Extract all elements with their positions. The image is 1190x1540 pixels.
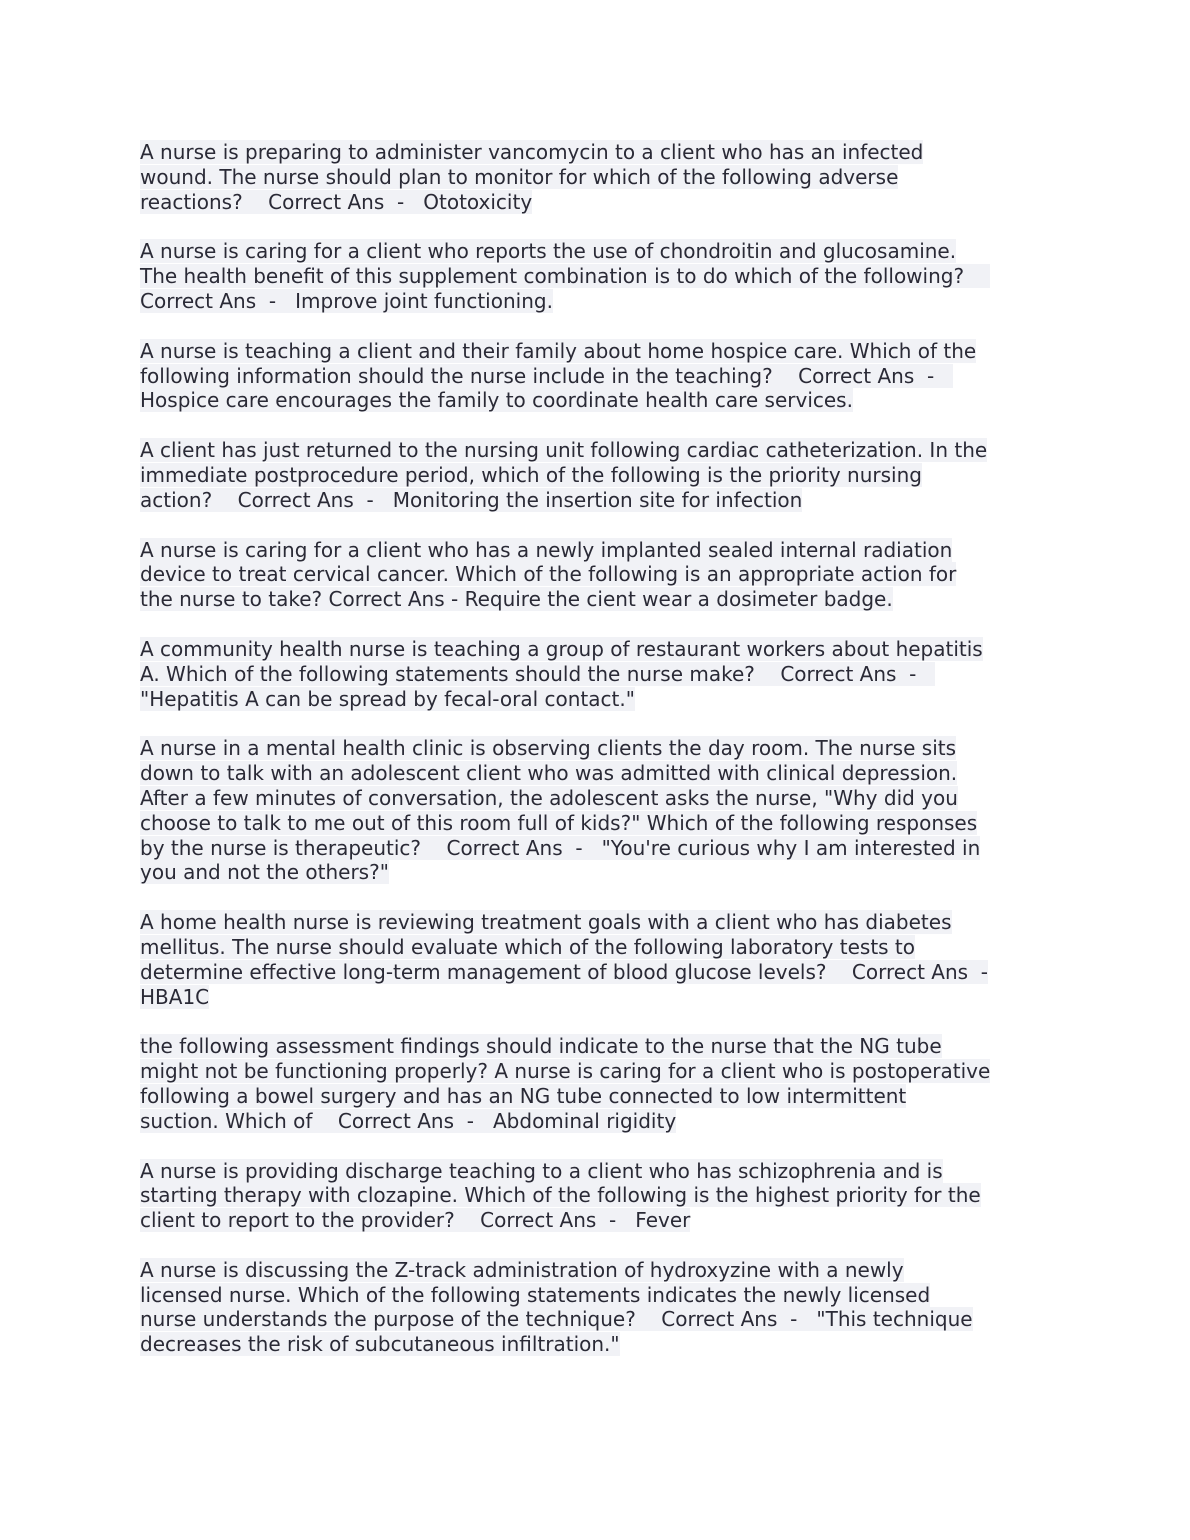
qa-line: following a bowel surgery and has an NG tube connected to low intermittent (140, 1083, 907, 1108)
qa-line: A nurse is teaching a client and their family about home hospice care. Which of the (140, 338, 977, 363)
qa-line: Correct Ans - Improve joint functioning. (140, 288, 553, 313)
qa-item-10 (140, 1159, 1050, 1233)
qa-line: the following assessment findings should indicate to the nurse that the NG tube (140, 1034, 942, 1059)
qa-item-9 (140, 1034, 1050, 1133)
qa-line: nurse understands the purpose of the technique? Correct Ans - "This technique (140, 1307, 973, 1332)
qa-line: wound. The nurse should plan to monitor for which of the following adverse (140, 164, 899, 189)
qa-line: A nurse is discussing the Z-track administration of hydroxyzine with a newly (140, 1257, 904, 1282)
qa-line: After a few minutes of conversation, the adolescent asks the nurse, "Why did you (140, 785, 958, 810)
qa-line: determine effective long-term management of blood glucose levels? Correct Ans - (140, 959, 988, 984)
qa-line: A home health nurse is reviewing treatment goals with a client who has diabetes (140, 910, 952, 935)
qa-line: decreases the risk of subcutaneous infiltration." (140, 1332, 620, 1357)
qa-item-1 (140, 140, 1050, 214)
qa-line: A. Which of the following statements should the nurse make? Correct Ans - (140, 661, 936, 686)
qa-line: might not be functioning properly? A nurse is caring for a client who is postoperative (140, 1059, 991, 1084)
qa-line: you and not the others?" (140, 860, 389, 885)
qa-line: the nurse to take? Correct Ans - Require the cient wear a dosimeter badge. (140, 587, 893, 612)
qa-line: mellitus. The nurse should evaluate which of the following laboratory tests to (140, 934, 916, 959)
qa-item-8 (140, 910, 1050, 1009)
qa-item-6 (140, 637, 1050, 711)
qa-line: A nurse is preparing to administer vancomycin to a client who has an infected (140, 140, 924, 164)
qa-line: starting therapy with clozapine. Which of the following is the highest priority for the (140, 1183, 981, 1208)
qa-item-2 (140, 239, 1050, 313)
qa-line: A nurse is caring for a client who has a newly implanted sealed internal radiation (140, 537, 953, 562)
qa-line: suction. Which of Correct Ans - Abdominal rigidity (140, 1108, 677, 1133)
qa-line: action? Correct Ans - Monitoring the insertion site for infection (140, 487, 803, 512)
qa-line: "Hepatitis A can be spread by fecal-oral contact." (140, 686, 635, 711)
document-page (140, 140, 1050, 1382)
qa-line: choose to talk to me out of this room full of kids?" Which of the following responses (140, 810, 978, 835)
qa-line: A nurse is caring for a client who reports the use of chondroitin and glucosamine. (140, 239, 957, 264)
qa-line: down to talk with an adolescent client who was admitted with clinical depression. (140, 761, 958, 786)
qa-item-3 (140, 339, 1050, 413)
qa-line: by the nurse is therapeutic? Correct Ans - "You're curious why I am interested in (140, 835, 981, 860)
qa-line: Hospice care encourages the family to coordinate health care services. (140, 388, 853, 413)
qa-line: HBA1C (140, 984, 210, 1009)
qa-line: following information should the nurse include in the teaching? Correct Ans - (140, 363, 954, 388)
qa-item-4 (140, 438, 1050, 512)
qa-item-7 (140, 736, 1050, 885)
qa-line: immediate postprocedure period, which of the following is the priority nursing (140, 462, 922, 487)
qa-line: client to report to the provider? Correct Ans - Fever (140, 1208, 691, 1233)
qa-line: licensed nurse. Which of the following statements indicates the newly licensed (140, 1282, 931, 1307)
qa-item-5 (140, 538, 1050, 612)
qa-line: The health benefit of this supplement combination is to do which of the following? (140, 264, 990, 289)
qa-line: A nurse in a mental health clinic is observing clients the day room. The nurse sits (140, 736, 957, 761)
qa-line: reactions? Correct Ans - Ototoxicity (140, 189, 533, 214)
qa-line: device to treat cervical cancer. Which of the following is an appropriate action for (140, 562, 957, 587)
qa-line: A nurse is providing discharge teaching to a client who has schizophrenia and is (140, 1158, 943, 1183)
qa-line: A community health nurse is teaching a group of restaurant workers about hepatitis (140, 636, 983, 661)
qa-item-11 (140, 1258, 1050, 1357)
qa-line: A client has just returned to the nursing unit following cardiac catheterization. In the (140, 438, 988, 463)
